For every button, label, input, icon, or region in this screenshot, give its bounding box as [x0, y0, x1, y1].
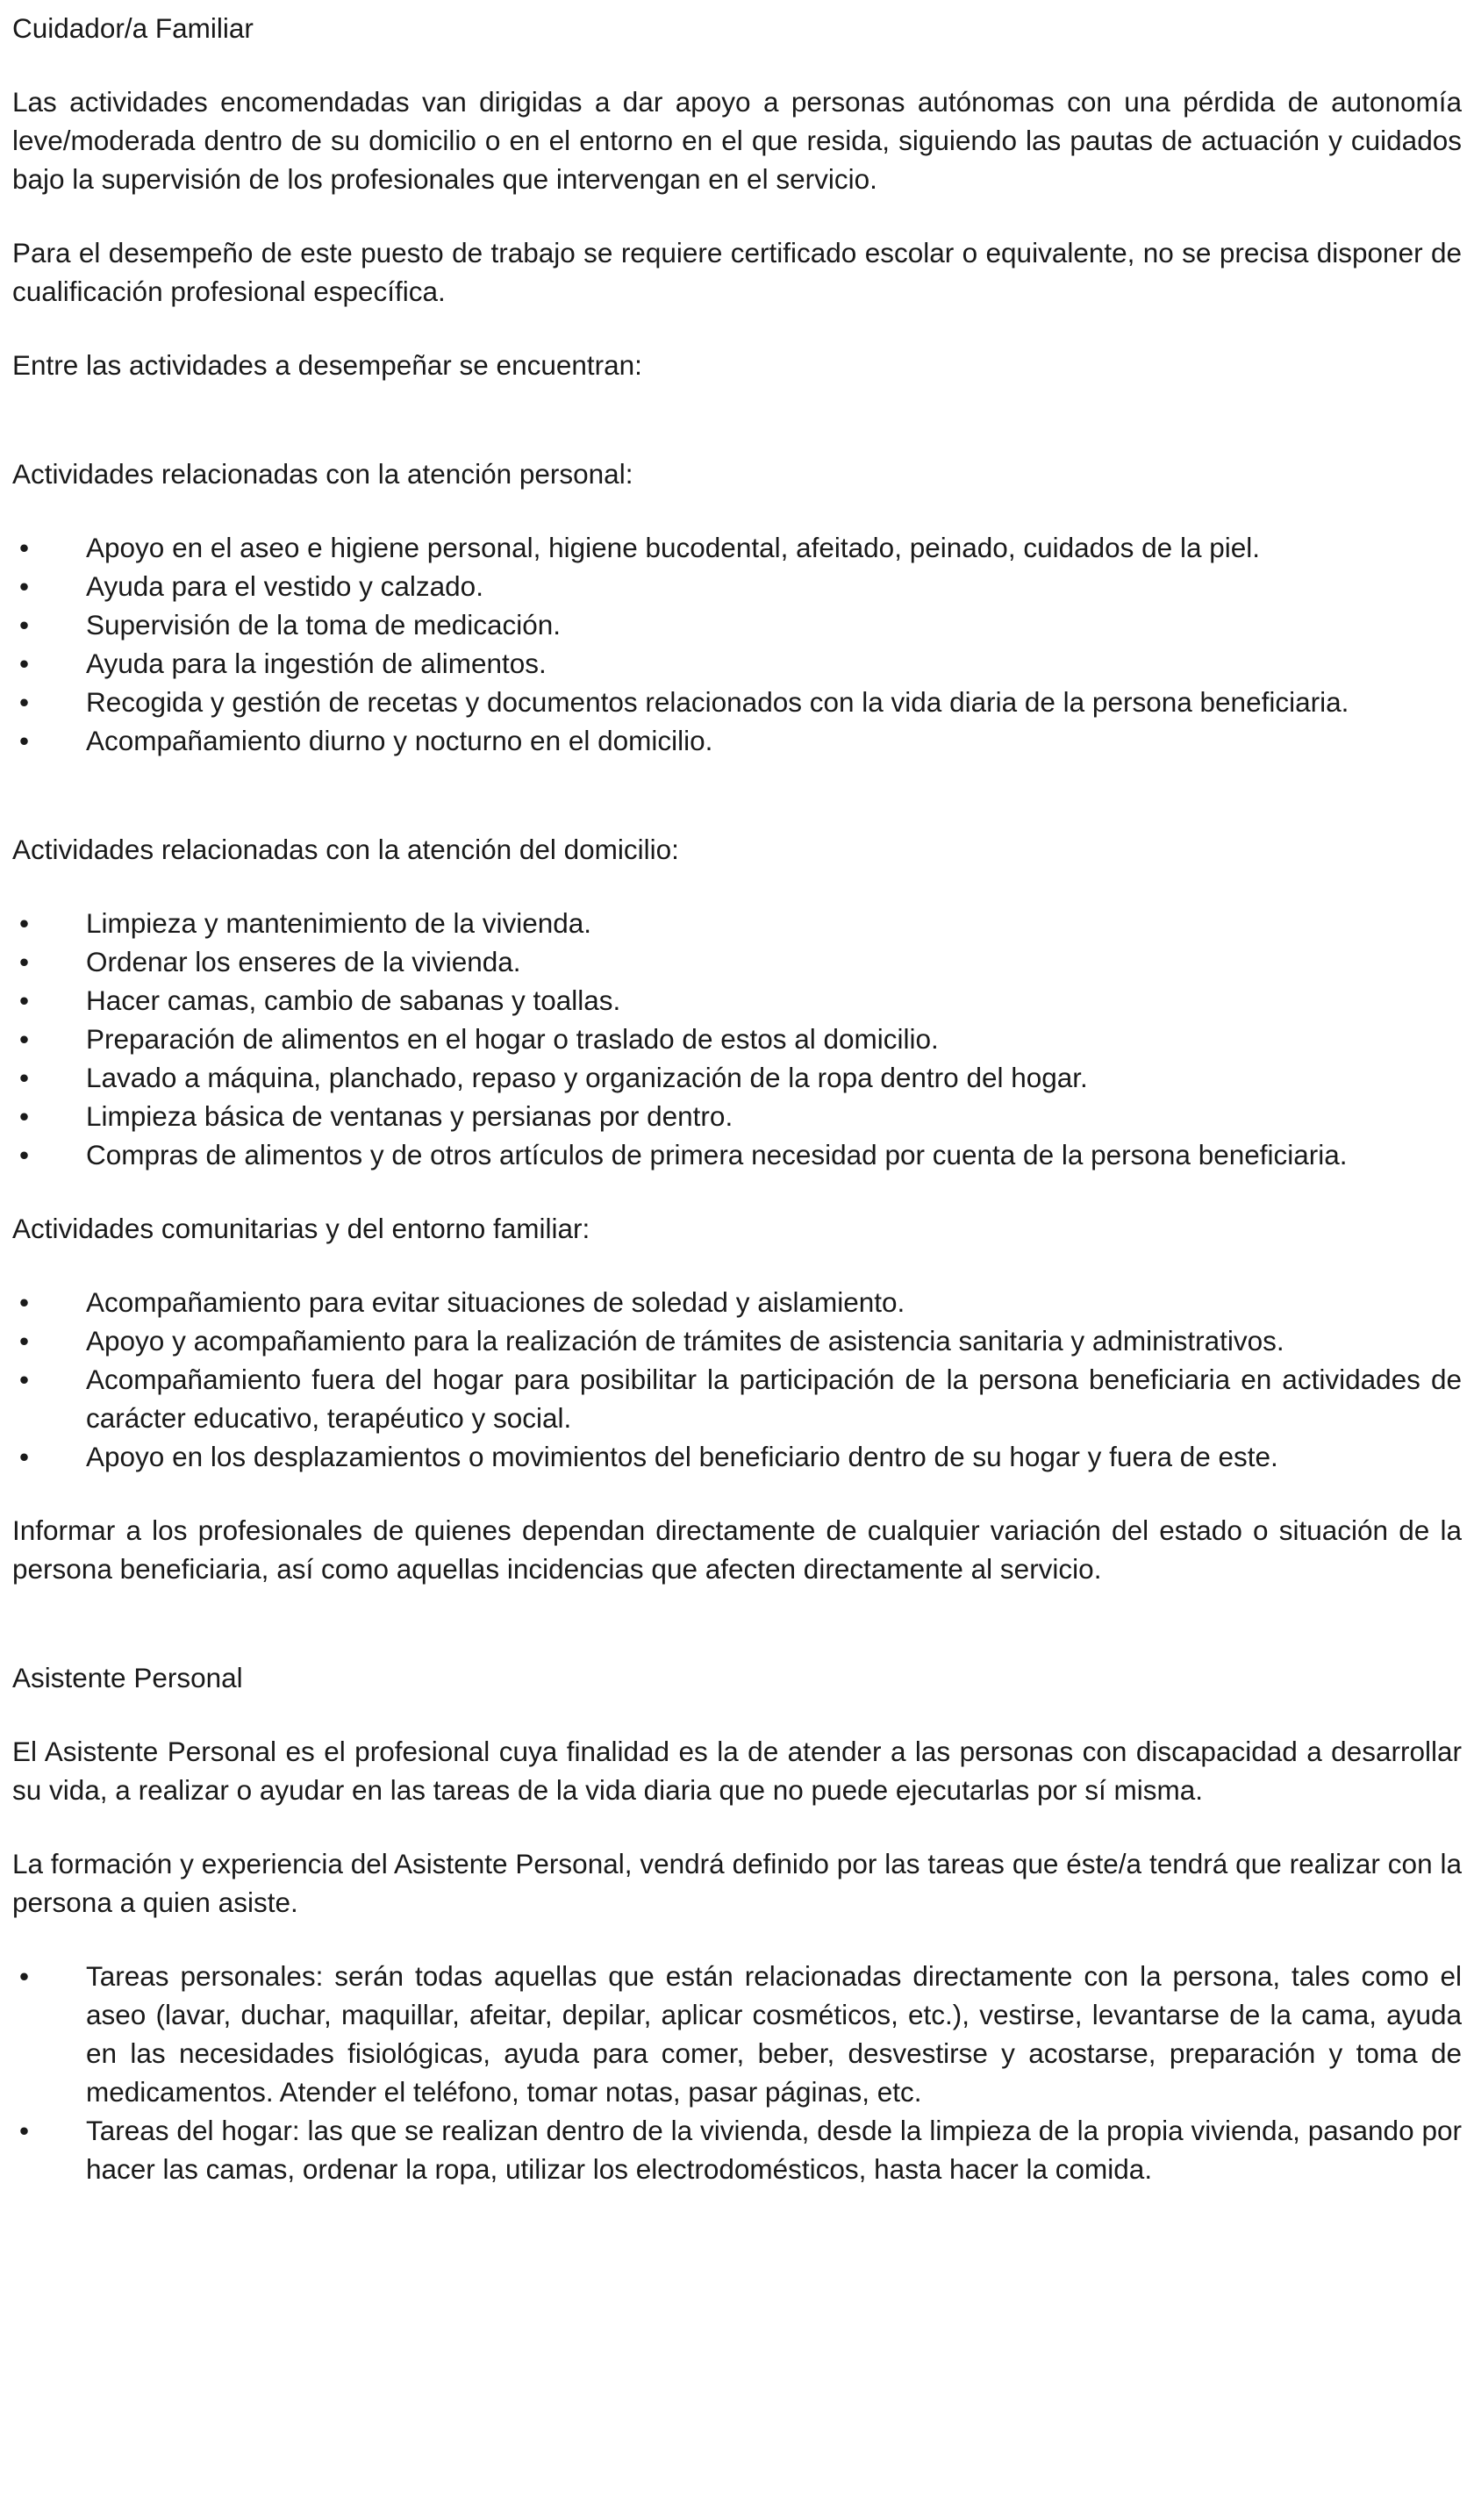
- cuidador-activities-intro: Entre las actividades a desempeñar se encuentran:: [12, 349, 642, 381]
- section-title-cuidador: Cuidador/a Familiar: [12, 12, 254, 44]
- list-item: • Ayuda para el vestido y calzado.: [12, 567, 1462, 605]
- domicilio-activities-heading: Actividades relacionadas con la atención del domicilio:: [12, 834, 679, 865]
- list-item: • Limpieza y mantenimiento de la vivienda.: [12, 904, 1462, 942]
- list-item: • Recogida y gestión de recetas y documentos relacionados con la vida diaria de la persona beneficiaria.: [12, 683, 1462, 721]
- list-item: • Acompañamiento diurno y nocturno en el domicilio.: [12, 721, 1462, 760]
- personal-activities-heading: Actividades relacionadas con la atención personal:: [12, 458, 633, 490]
- list-item: • Ayuda para la ingestión de alimentos.: [12, 644, 1462, 683]
- list-item: • Tareas personales: serán todas aquellas que están relacionadas directamente con la persona, tales como el aseo (lavar, duchar, maquillar, afeitar, depilar, aplicar cosméticos, etc.), vestirse, levantarse de la cama, ayuda en las necesidades fisiológicas, ayuda para comer, beber, desvestirse y acostarse, preparación y toma de medicamentos. Atender el teléfono, tomar notas, pasar páginas, etc.: [12, 1957, 1462, 2111]
- list-item: • Limpieza básica de ventanas y persianas por dentro.: [12, 1097, 1462, 1135]
- cuidador-intro: Las actividades encomendadas van dirigidas a dar apoyo a personas autónomas con una pérdida de autonomía leve/moderada dentro de su domicilio o en el entorno en el que resida, siguiendo las pautas de actuación y cuidados bajo la supervisión de los profesionales que intervengan en el servicio.: [12, 86, 1462, 195]
- section-title-asistente: Asistente Personal: [12, 1662, 243, 1693]
- list-item: • Apoyo en los desplazamientos o movimientos del beneficiario dentro de su hogar y fuera de este.: [12, 1437, 1462, 1476]
- list-item: • Lavado a máquina, planchado, repaso y organización de la ropa dentro del hogar.: [12, 1058, 1462, 1097]
- list-item: • Apoyo y acompañamiento para la realización de trámites de asistencia sanitaria y administrativos.: [12, 1321, 1462, 1360]
- comunitarias-activities-heading: Actividades comunitarias y del entorno familiar:: [12, 1213, 590, 1244]
- list-item: • Compras de alimentos y de otros artículos de primera necesidad por cuenta de la persona beneficiaria.: [12, 1135, 1462, 1174]
- list-item: • Apoyo en el aseo e higiene personal, higiene bucodental, afeitado, peinado, cuidados de la piel.: [12, 528, 1462, 567]
- list-item: • Preparación de alimentos en el hogar o traslado de estos al domicilio.: [12, 1020, 1462, 1058]
- asistente-tasks-list: [12, 1957, 1462, 2188]
- cuidador-informar: Informar a los profesionales de quienes dependan directamente de cualquier variación del estado o situación de la persona beneficiaria, así como aquellas incidencias que afecten directamente al servicio.: [12, 1514, 1462, 1585]
- asistente-intro: El Asistente Personal es el profesional cuya finalidad es la de atender a las personas con discapacidad a desarrollar su vida, a realizar o ayudar en las tareas de la vida diaria que no puede ejecutarlas por sí misma.: [12, 1736, 1462, 1806]
- cuidador-requirement: Para el desempeño de este puesto de trabajo se requiere certificado escolar o equivalente, no se precisa disponer de cualificación profesional específica.: [12, 237, 1462, 307]
- personal-activities-list: [12, 528, 1462, 760]
- list-item: • Acompañamiento para evitar situaciones de soledad y aislamiento.: [12, 1283, 1462, 1321]
- comunitarias-activities-list: [12, 1283, 1462, 1476]
- list-item: • Acompañamiento fuera del hogar para posibilitar la participación de la persona beneficiaria en actividades de carácter educativo, terapéutico y social.: [12, 1360, 1462, 1437]
- domicilio-activities-list: [12, 904, 1462, 1174]
- list-item: • Supervisión de la toma de medicación.: [12, 605, 1462, 644]
- document-page: [12, 9, 1462, 2188]
- asistente-formacion: La formación y experiencia del Asistente Personal, vendrá definido por las tareas que éste/a tendrá que realizar con la persona a quien asiste.: [12, 1848, 1462, 1918]
- list-item: • Hacer camas, cambio de sabanas y toallas.: [12, 981, 1462, 1020]
- list-item: • Ordenar los enseres de la vivienda.: [12, 942, 1462, 981]
- list-item: • Tareas del hogar: las que se realizan dentro de la vivienda, desde la limpieza de la propia vivienda, pasando por hacer las camas, ordenar la ropa, utilizar los electrodomésticos, hasta hacer la comida.: [12, 2111, 1462, 2188]
